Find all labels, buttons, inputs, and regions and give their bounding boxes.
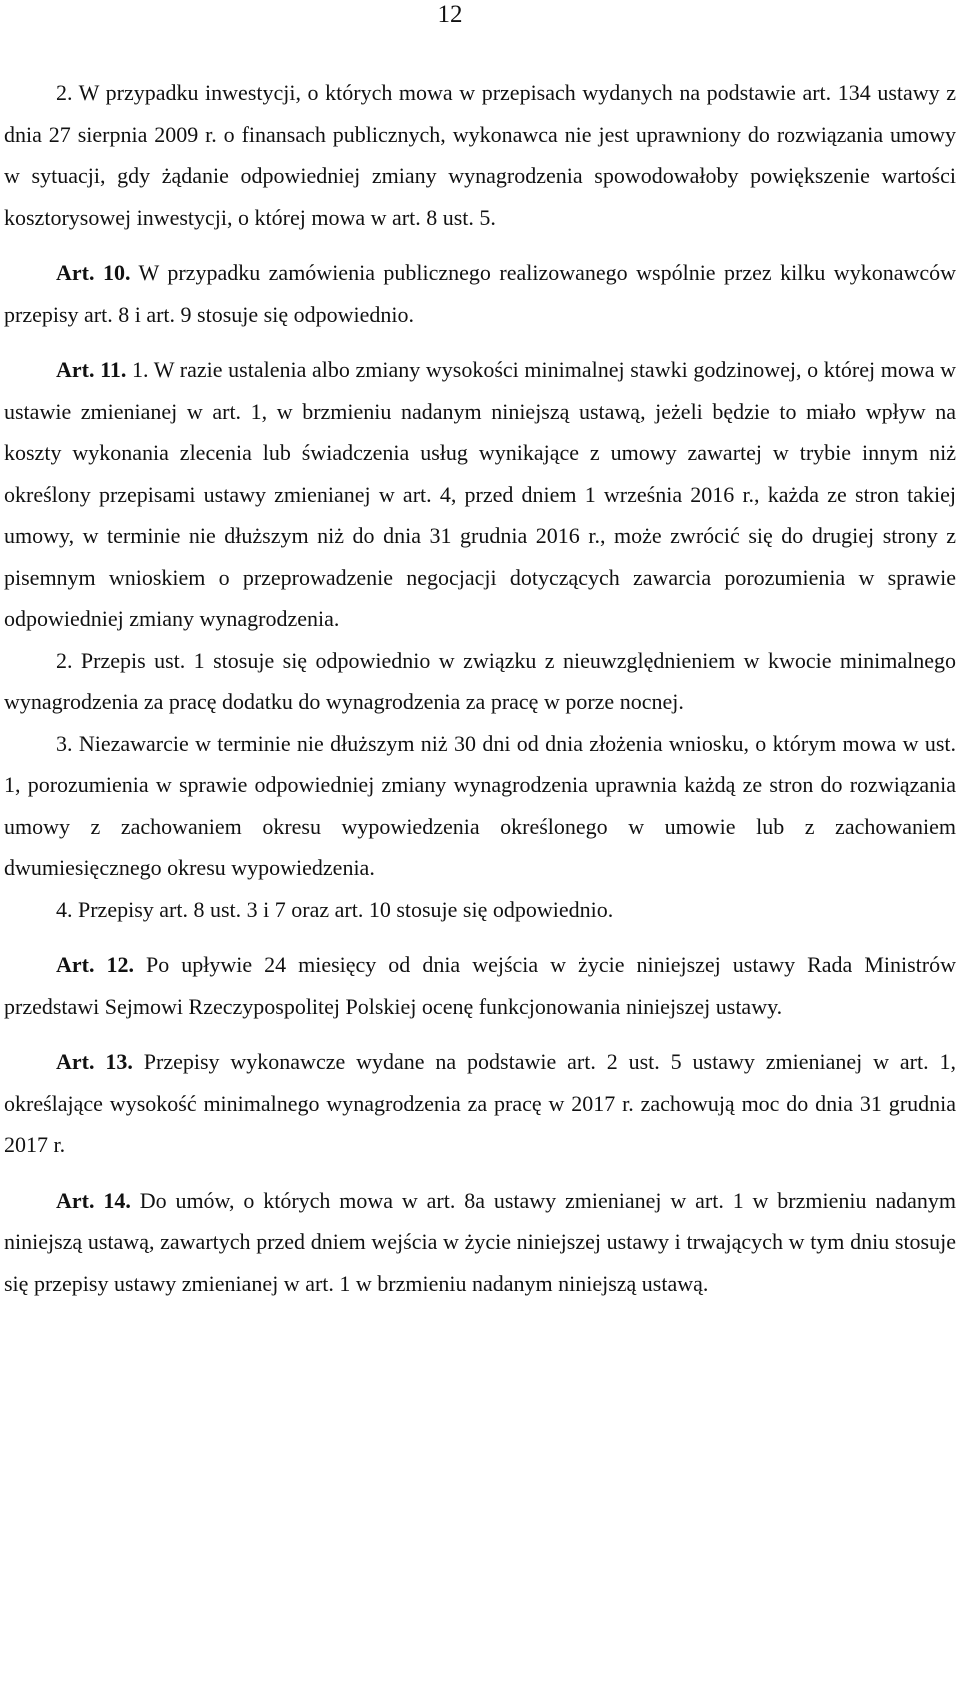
article-heading: Art. 14. [56,1187,131,1213]
paragraph-text: Po upływie 24 miesięcy od dnia wejścia w życie niniejszej ustawy Rada Ministrów przedstawi Sejmowi Rzeczypospolitej Polskiej ocenę funkcjonowania niniejszej ustawy. [4,952,956,1019]
paragraph-art9-ust2 [4,72,956,238]
page-number: 12 [437,1,463,28]
paragraph-art11-ust4 [4,889,956,931]
document-body [4,72,956,1304]
paragraph-text: 2. Przepis ust. 1 stosuje się odpowiednio w związku z nieuwzględnieniem w kwocie minimalnego wynagrodzenia za pracę dodatku do wynagrodzenia za pracę w porze nocnej. [4,647,956,714]
paragraph-text: Przepisy wykonawcze wydane na podstawie art. 2 ust. 5 ustawy zmienianej w art. 1, określające wysokość minimalnego wynagrodzenia za pracę w 2017 r. zachowują moc do dnia 31 grudnia 2017 r. [4,1049,956,1157]
paragraph-text: 2. W przypadku inwestycji, o których mowa w przepisach wydanych na podstawie art. 134 ustawy z dnia 27 sierpnia 2009 r. o finansach publicznych, wykonawca nie jest uprawniony do rozwiązania umowy w sytuacji, gdy żądanie odpowiedniej zmiany wynagrodzenia spowodowałoby powiększenie wartości kosztorysowej inwestycji, o której mowa w art. 8 ust. 5. [4,80,956,230]
paragraph-art11-ust1 [4,349,956,640]
paragraph-text: Do umów, o których mowa w art. 8a ustawy zmienianej w art. 1 w brzmieniu nadanym niniejszą ustawą, zawartych przed dniem wejścia w życie niniejszej ustawy i trwających w tym dniu stosuje się przepisy ustawy zmienianej w art. 1 w brzmieniu nadanym niniejszą ustawą. [4,1187,956,1296]
paragraph-art13 [4,1041,956,1166]
paragraph-art11-ust3 [4,723,956,889]
paragraph-text: 4. Przepisy art. 8 ust. 3 i 7 oraz art. 10 stosuje się odpowiednio. [56,896,614,922]
paragraph-art14 [4,1180,956,1305]
article-heading: Art. 11. [56,357,127,382]
paragraph-art12 [4,944,956,1027]
paragraph-text: 3. Niezawarcie w terminie nie dłuższym niż 30 dni od dnia złożenia wniosku, o którym mowa w ust. 1, porozumienia w sprawie odpowiedniej zmiany wynagrodzenia uprawnia każdą ze stron do rozwiązania umowy z zachowaniem okresu wypowiedzenia określonego w umowie lub z zachowaniem dwumiesięcznego okresu wypowiedzenia. [4,730,956,880]
article-heading: Art. 10. [56,260,131,285]
paragraph-text: W przypadku zamówienia publicznego realizowanego wspólnie przez kilku wykonawców przepisy art. 8 i art. 9 stosuje się odpowiednio. [4,260,956,327]
article-heading: Art. 12. [56,952,134,977]
paragraph-art10 [4,252,956,335]
paragraph-text: 1. W razie ustalenia albo zmiany wysokości minimalnej stawki godzinowej, o której mowa w ustawie zmienianej w art. 1, w brzmieniu nadanym niniejszą ustawą, jeżeli będzie to miało wpływ na koszty wykonania zlecenia lub świadczenia usług wynikające z umowy zawartej w trybie innym niż określony przepisami ustawy zmienianej w art. 4, przed dniem 1 września 2016 r., każda ze stron takiej umowy, w terminie nie dłuższym niż do dnia 31 grudnia 2016 r., może zwrócić się do drugiej strony z pisemnym wnioskiem o przeprowadzenie negocjacji dotyczących zawarcia porozumienia w sprawie odpowiedniej zmiany wynagrodzenia. [4,357,956,631]
article-heading: Art. 13. [56,1049,133,1074]
paragraph-art11-ust2 [4,640,956,723]
